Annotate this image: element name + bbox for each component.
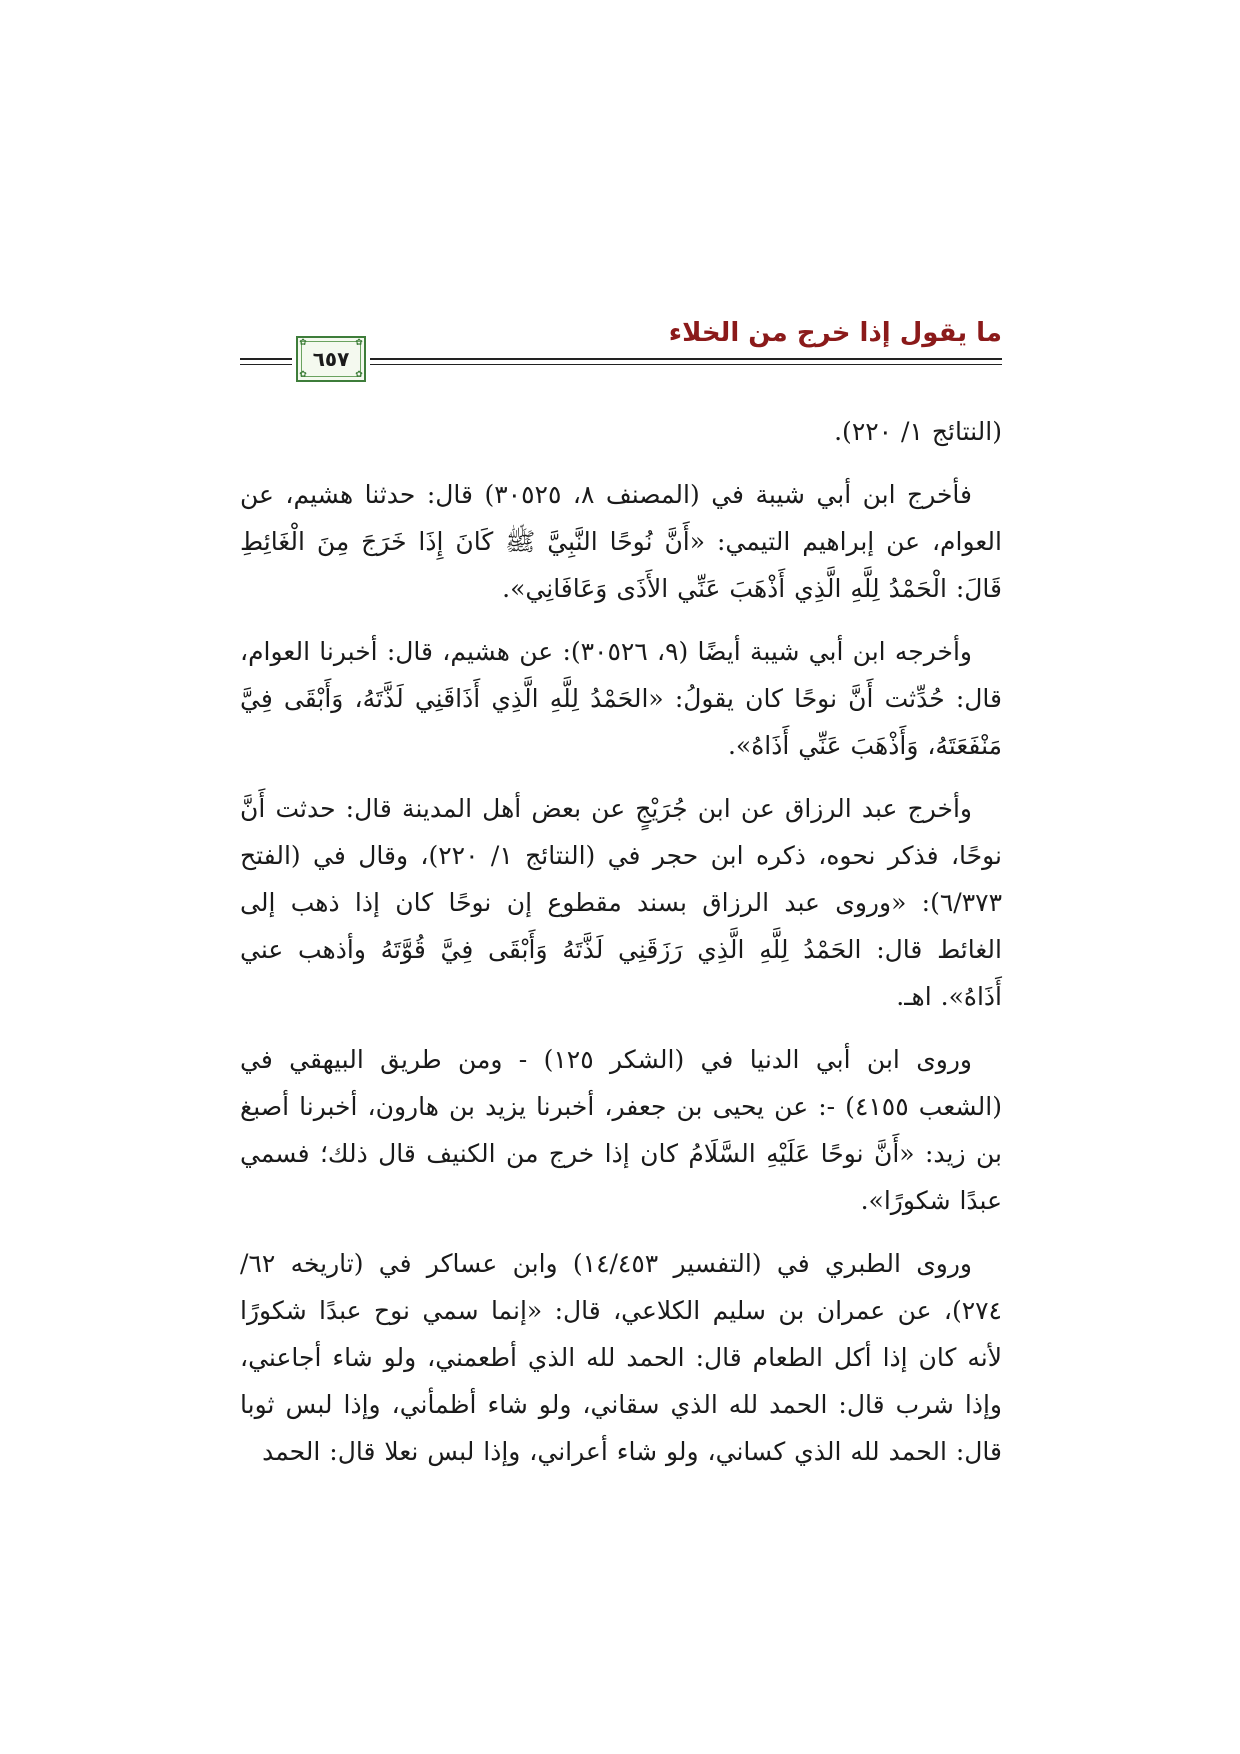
paragraph: وأخرجه ابن أبي شيبة أيضًا (٩، ٣٠٥٢٦): عن هشيم، قال: أخبرنا العوام، قال: حُدِّثت أَنَّ نوحًا كان يقولُ: «الحَمْدُ لِلَّهِ الَّذِي أَذَاقَنِي لَذَّتَهُ، وَأَبْقَى فِيَّ مَنْفَعَتَهُ، وَأَذْهَبَ عَنِّي أَذَاهُ». (240, 637, 1002, 760)
ornament-icon: ✿ (355, 370, 363, 380)
paragraph-citation: (النتائج ١/ ٢٢٠). (834, 417, 1002, 446)
page-number: ٦٥٧ (312, 347, 350, 371)
ornament-icon: ✿ (299, 370, 307, 380)
header-rule-left-thick (240, 358, 292, 360)
paragraph: فأخرج ابن أبي شيبة في (المصنف ٨، ٣٠٥٢٥) قال: حدثنا هشيم، عن العوام، عن إبراهيم التيمي: «أَنَّ نُوحًا النَّبِيَّ ﷺ كَانَ إِذَا خَرَجَ مِنَ الْغَائِطِ قَالَ: الْحَمْدُ لِلَّهِ الَّذِي أَذْهَبَ عَنِّي الأَذَى وَعَافَانِي». (240, 480, 1002, 603)
chapter-title: ما يقول إذا خرج من الخلاء (668, 318, 1002, 348)
paragraph: وروى الطبري في (التفسير ١٤/٤٥٣) وابن عساكر في (تاريخه ٦٢/ ٢٧٤)، عن عمران بن سليم الكلاعي، قال: «إنما سمي نوح عبدًا شكورًا لأنه كان إذا أكل الطعام قال: الحمد لله الذي أطعمني، ولو شاء أجاعني، وإذا شرب قال: الحمد لله الذي سقاني، ولو شاء أظمأني، وإذا لبس ثوبا قال: الحمد لله الذي كساني، ولو شاء أعراني، وإذا لبس نعلا قال: الحمد (240, 1249, 1002, 1466)
ornament-icon: ✿ (299, 338, 307, 348)
paragraph: وروى ابن أبي الدنيا في (الشكر ١٢٥) - ومن طريق البيهقي في (الشعب ٤١٥٥) -: عن يحيى بن جعفر، أخبرنا يزيد بن هارون، أخبرنا أصبغ بن زيد: «أَنَّ نوحًا عَلَيْهِ السَّلَامُ كان إذا خرج من الكنيف قال ذلك؛ فسمي عبدًا شكورًا». (240, 1045, 1002, 1215)
page-body (240, 408, 1002, 1475)
page-number-frame (296, 336, 366, 382)
ornament-icon: ✿ (355, 338, 363, 348)
header-rule-thin (370, 364, 1002, 365)
header-rule-thick (370, 358, 1002, 360)
running-header (240, 312, 1002, 390)
header-rule-left-thin (240, 364, 292, 365)
paragraph: وأخرج عبد الرزاق عن ابن جُرَيْجٍ عن بعض أهل المدينة قال: حدثت أَنَّ نوحًا، فذكر نحوه، ذكره ابن حجر في (النتائج ١/ ٢٢٠)، وقال في (الفتح ٦/٣٧٣): «وروى عبد الرزاق بسند مقطوع إن نوحًا كان إذا ذهب إلى الغائط قال: الحَمْدُ لِلَّهِ الَّذِي رَزَقَنِي لَذَّتَهُ وَأَبْقَى فِيَّ قُوَّتَهُ وأذهب عني أَذَاهُ». اهـ. (240, 794, 1002, 1011)
